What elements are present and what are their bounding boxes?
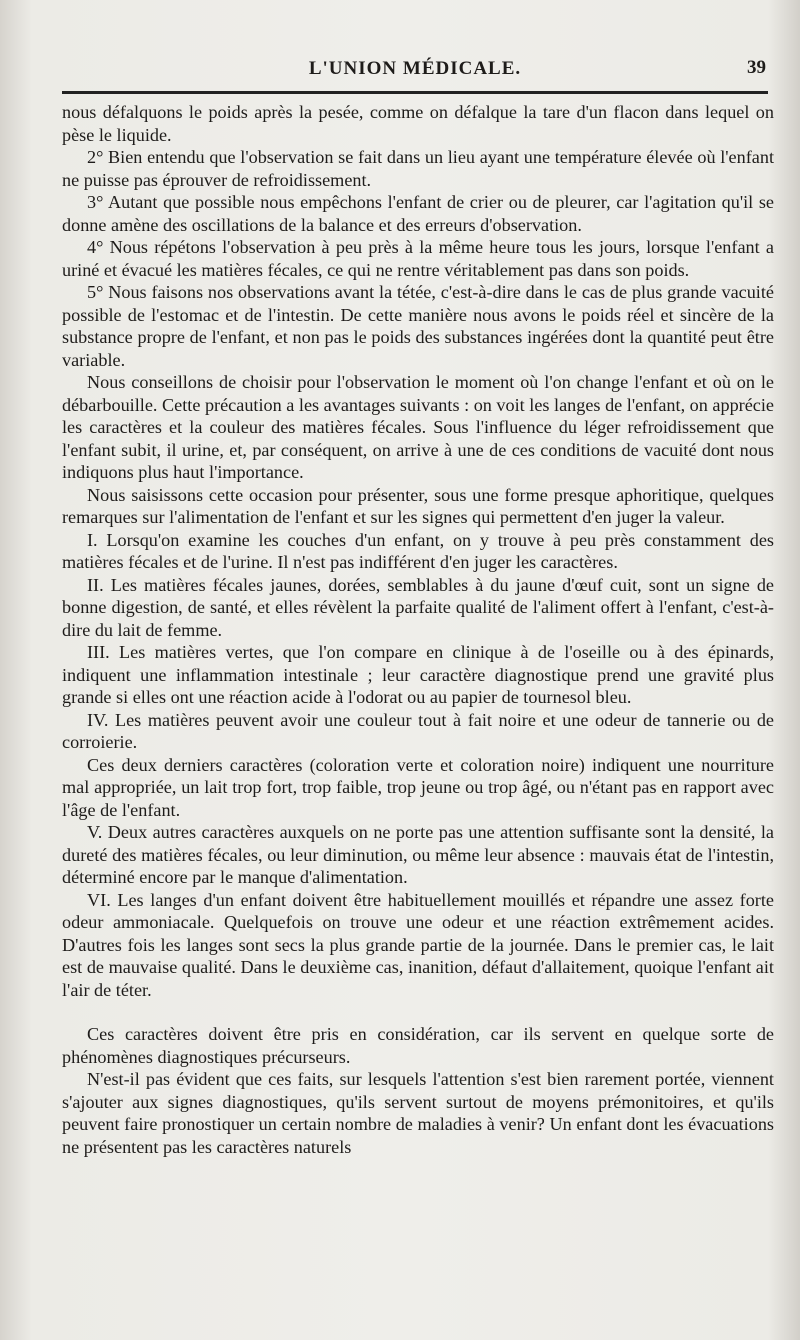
paragraph: I. Lorsqu'on examine les couches d'un enfant, on y trouve à peu près constamment des matières fécales et de l'urine. Il n'est pas indifférent d'en juger les caractères.: [62, 529, 774, 572]
paragraph: N'est-il pas évident que ces faits, sur lesquels l'attention s'est bien rarement portée, viennent s'ajouter aux signes diagnostiques, qu'ils servent surtout de moyens prémonitoires, et qu'ils peuvent faire pronostiquer un certain nombre de maladies à venir? Un enfant dont les évacuations ne présentent pas les caractères naturels: [62, 1069, 774, 1157]
paragraph: 3° Autant que possible nous empêchons l'enfant de crier ou de pleurer, car l'agitation qu'il se donne amène des oscillations de la balance et des erreurs d'observation.: [62, 192, 774, 235]
paragraph: Nous saisissons cette occasion pour présenter, sous une forme presque aphoritique, quelques remarques sur l'alimentation de l'enfant et sur les signes qui permettent d'en juger la valeur.: [62, 484, 774, 527]
paragraph: VI. Les langes d'un enfant doivent être habituellement mouillés et répandre une assez forte odeur ammoniacale. Quelquefois on trouve une odeur et une réaction extrêmement acides. D'autres fois les langes sont secs la plus grande partie de la journée. Dans le premier cas, le lait est de mauvaise qualité. Dans le deuxième cas, inanition, défaut d'allaitement, quoique l'enfant ait l'air de téter.: [62, 889, 774, 1000]
paragraph: 4° Nous répétons l'observation à peu près à la même heure tous les jours, lorsque l'enfant a uriné et évacué les matières fécales, ce qui ne rentre véritablement pas dans son poids.: [62, 237, 774, 280]
paragraph: 5° Nous faisons nos observations avant la tétée, c'est-à-dire dans le cas de plus grande vacuité possible de l'estomac et de l'intestin. De cette manière nous avons le poids réel et sincère de la substance propre de l'enfant, et non pas le poids des substances ingérées dont la quantité peut être variable.: [62, 282, 774, 370]
journal-title: L'UNION MÉDICALE.: [308, 58, 522, 79]
page-number: 39: [747, 57, 766, 78]
header-rule: [62, 91, 768, 94]
paragraph: IV. Les matières peuvent avoir une couleur tout à fait noire et une odeur de tannerie ou de corroierie.: [62, 709, 774, 752]
paragraph: Nous conseillons de choisir pour l'observation le moment où l'on change l'enfant et où on le débarbouille. Cette précaution a les avantages suivants : on voit les langes de l'enfant, on apprécie les caractères et la couleur des matières fécales. Sous l'influence du léger refroidissement que l'enfant subit, il urine, et, par conséquent, on arrive à une de ces conditions de vacuité dont nous indiquons plus haut l'importance.: [62, 372, 774, 482]
paragraph: III. Les matières vertes, que l'on compare en clinique à de l'oseille ou à des épinards, indiquent une inflammation intestinale ; leur caractère diagnostique prend une gravité plus grande si elles ont une réaction acide à l'odorat ou au papier de tournesol bleu.: [62, 642, 774, 707]
paragraph: V. Deux autres caractères auxquels on ne porte pas une attention suffisante sont la densité, la dureté des matières fécales, ou leur diminution, ou même leur absence : mauvais état de l'intestin, déterminé encore par le manque d'alimentation.: [62, 822, 774, 887]
paragraph: nous défalquons le poids après la pesée, comme on défalque la tare d'un flacon dans lequel on pèse le liquide.: [62, 102, 774, 145]
paragraph: Ces caractères doivent être pris en considération, car ils servent en quelque sorte de phénomènes diagnostiques précurseurs.: [62, 1024, 774, 1067]
paragraph: Ces deux derniers caractères (coloration verte et coloration noire) indiquent une nourriture mal appropriée, un lait trop fort, trop faible, trop jeune ou trop âgé, ou n'étant pas en rapport avec l'âge de l'enfant.: [62, 754, 774, 820]
article-body: [62, 101, 774, 1158]
page-header: [62, 54, 768, 84]
paragraph-gap: [62, 1001, 774, 1023]
paragraph: 2° Bien entendu que l'observation se fait dans un lieu ayant une température élevée où l'enfant ne puisse pas éprouver de refroidissement.: [62, 147, 774, 190]
paragraph: II. Les matières fécales jaunes, dorées, semblables à du jaune d'œuf cuit, sont un signe de bonne digestion, de santé, et elles révèlent la parfaite qualité de l'aliment offert à l'enfant, c'est-à-dire du lait de femme.: [62, 574, 774, 640]
